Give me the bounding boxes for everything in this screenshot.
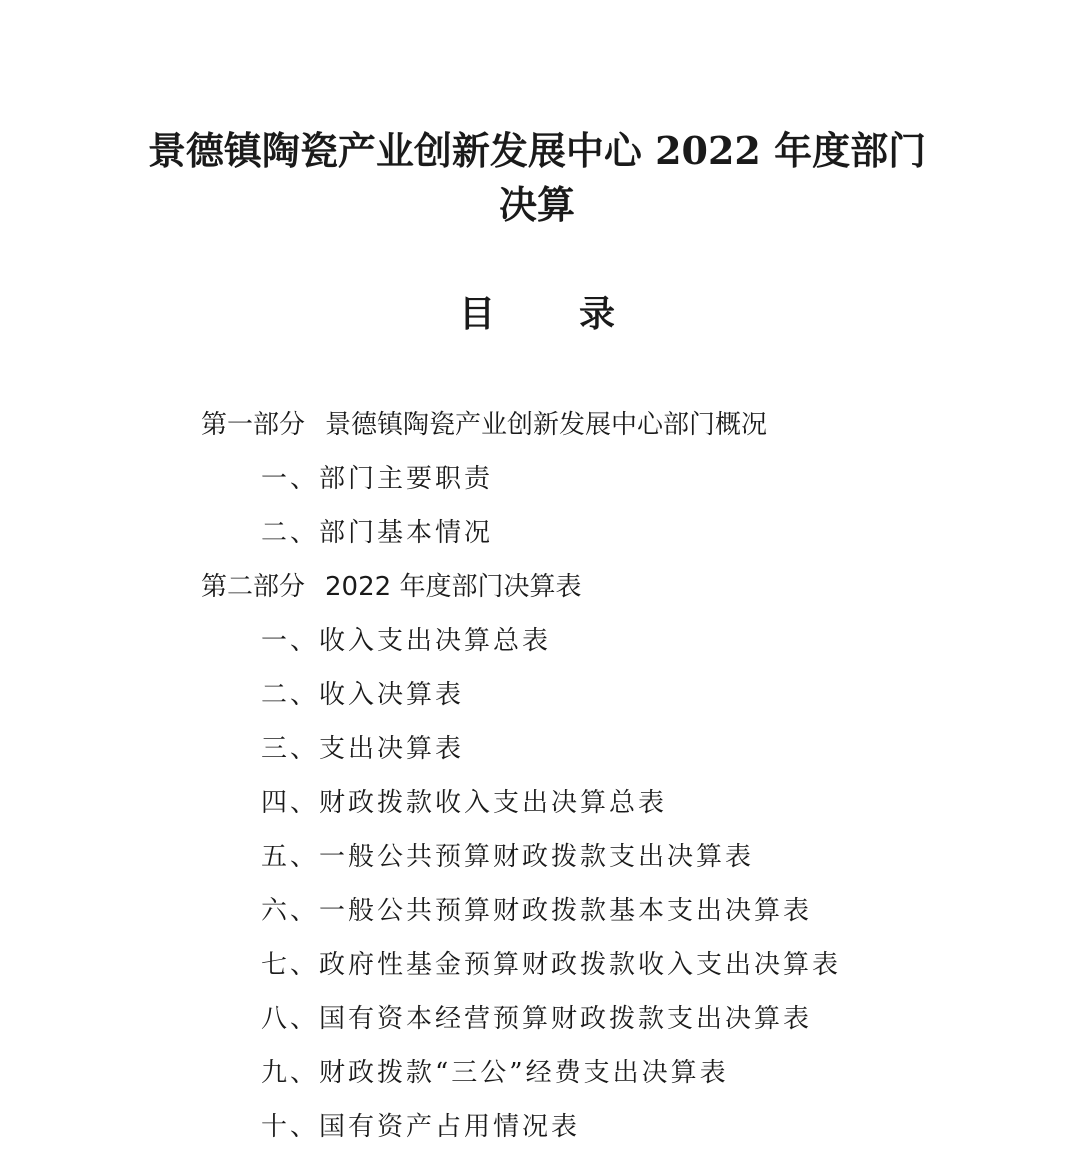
toc-part2-title: 2022 年度部门决算表 bbox=[325, 572, 582, 602]
toc-part2-item-4[interactable]: 四、财政拨款收入支出决算总表 bbox=[261, 788, 668, 818]
toc-part1-item-2[interactable]: 二、部门基本情况 bbox=[261, 518, 494, 548]
toc-part1-number: 第一部分 bbox=[201, 410, 306, 440]
toc-part2-item-6[interactable]: 六、一般公共预算财政拨款基本支出决算表 bbox=[261, 896, 813, 926]
toc-heading-char1: 目 bbox=[458, 294, 495, 335]
toc-part2[interactable] bbox=[201, 560, 581, 614]
toc-heading-char2: 录 bbox=[579, 294, 616, 335]
toc-part2-item-2[interactable]: 二、收入决算表 bbox=[261, 680, 465, 710]
toc-part2-item-3[interactable]: 三、支出决算表 bbox=[261, 734, 465, 764]
toc-part1-title: 景德镇陶瓷产业创新发展中心部门概况 bbox=[325, 410, 768, 440]
toc-heading bbox=[0, 290, 1074, 340]
document-title-line2: 决算 bbox=[498, 182, 575, 227]
document-title-line1: 景德镇陶瓷产业创新发展中心 2022 年度部门 bbox=[147, 128, 927, 173]
toc-part2-item-10[interactable]: 十、国有资产占用情况表 bbox=[261, 1112, 581, 1142]
toc-part2-number: 第二部分 bbox=[201, 572, 306, 602]
toc-part1-item-1[interactable]: 一、部门主要职责 bbox=[261, 464, 494, 494]
toc-part2-item-5[interactable]: 五、一般公共预算财政拨款支出决算表 bbox=[261, 842, 755, 872]
toc-part1[interactable] bbox=[201, 398, 767, 452]
toc-part2-item-8[interactable]: 八、国有资本经营预算财政拨款支出决算表 bbox=[261, 1004, 813, 1034]
toc-part2-item-7[interactable]: 七、政府性基金预算财政拨款收入支出决算表 bbox=[261, 950, 842, 980]
toc-part2-item-1[interactable]: 一、收入支出决算总表 bbox=[261, 626, 552, 656]
toc-part2-item-9[interactable]: 九、财政拨款“三公”经费支出决算表 bbox=[261, 1058, 729, 1088]
